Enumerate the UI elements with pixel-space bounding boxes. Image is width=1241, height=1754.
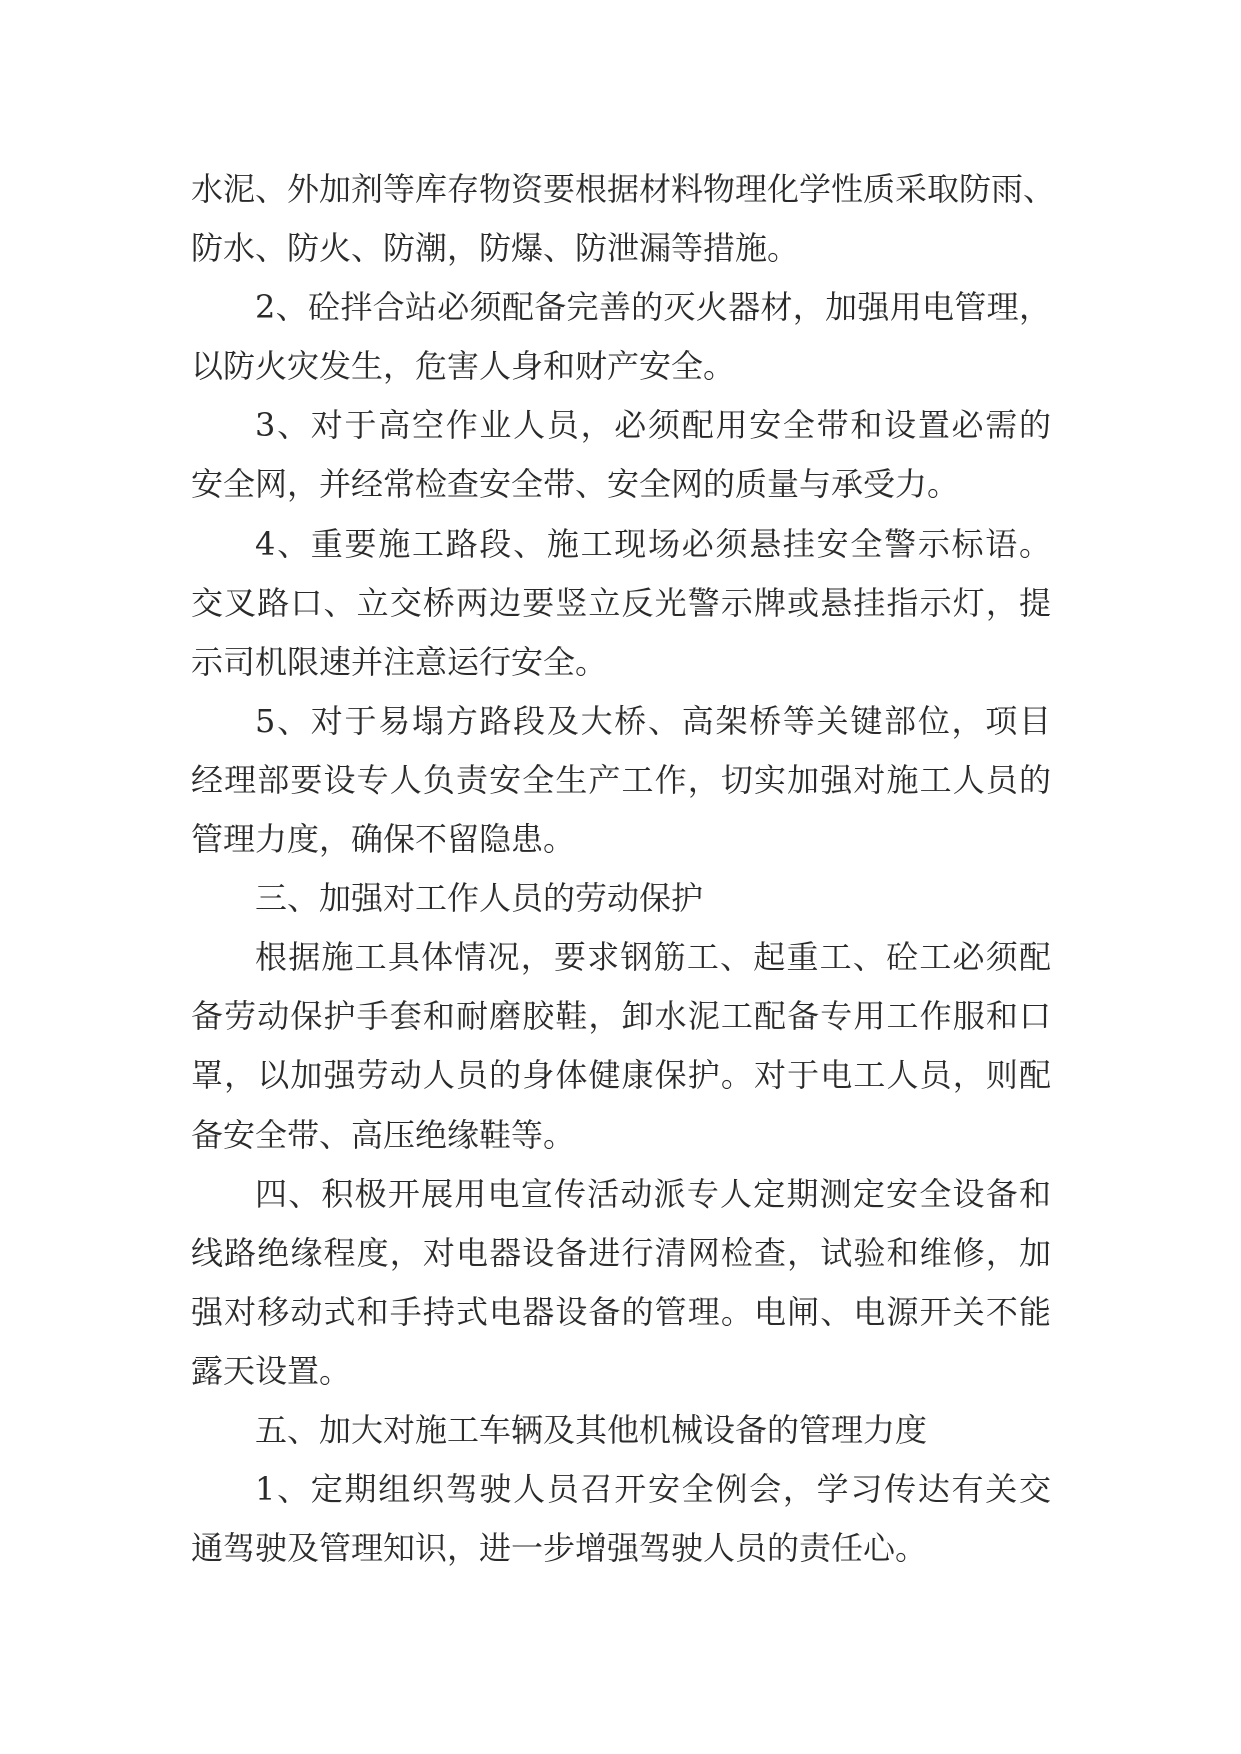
document-body: [191, 160, 1056, 1578]
text-line: 水泥、外加剂等库存物资要根据材料物理化学性质采取防雨、: [191, 170, 1056, 208]
text-line: 罩，以加强劳动人员的身体健康保护。对于电工人员，则配: [191, 1056, 1051, 1095]
text-line: 2、砼拌合站必须配备完善的灭火器材，加强用电管理，: [255, 288, 1051, 327]
text-line: 管理力度，确保不留隐患。: [191, 820, 576, 859]
text-line: 四、积极开展用电宣传活动派专人定期测定安全设备和: [255, 1174, 1051, 1213]
text-line: 通驾驶及管理知识，进一步增强驾驶人员的责任心。: [191, 1529, 928, 1568]
text-line: 根据施工具体情况，要求钢筋工、起重工、砼工必须配: [255, 938, 1051, 977]
text-line: 以防火灾发生，危害人身和财产安全。: [191, 347, 736, 386]
text-line: 线路绝缘程度，对电器设备进行清网检查，试验和维修，加: [191, 1233, 1051, 1272]
text-line: 经理部要设专人负责安全生产工作，切实加强对施工人员的: [191, 760, 1051, 799]
text-line: 三、加强对工作人员的劳动保护: [255, 879, 704, 918]
text-line: 示司机限速并注意运行安全。: [191, 642, 608, 681]
text-line: 5、对于易塌方路段及大桥、高架桥等关键部位，项目: [255, 701, 1051, 740]
text-line: 3、对于高空作业人员，必须配用安全带和设置必需的: [255, 406, 1051, 445]
text-line: 备劳动保护手套和耐磨胶鞋，卸水泥工配备专用工作服和口: [191, 997, 1051, 1036]
text-line: 防水、防火、防潮，防爆、防泄漏等措施。: [191, 229, 800, 268]
text-line: 五、加大对施工车辆及其他机械设备的管理力度: [255, 1410, 928, 1449]
text-line: 交叉路口、立交桥两边要竖立反光警示牌或悬挂指示灯，提: [191, 583, 1051, 622]
text-line: 1、定期组织驾驶人员召开安全例会，学习传达有关交: [255, 1470, 1051, 1509]
text-line: 备安全带、高压绝缘鞋等。: [191, 1115, 576, 1154]
text-line: 强对移动式和手持式电器设备的管理。电闸、电源开关不能: [191, 1292, 1051, 1331]
text-line: 4、重要施工路段、施工现场必须悬挂安全警示标语。: [255, 524, 1051, 563]
text-line: 露天设置。: [191, 1351, 352, 1390]
text-line: 安全网，并经常检查安全带、安全网的质量与承受力。: [191, 465, 960, 504]
